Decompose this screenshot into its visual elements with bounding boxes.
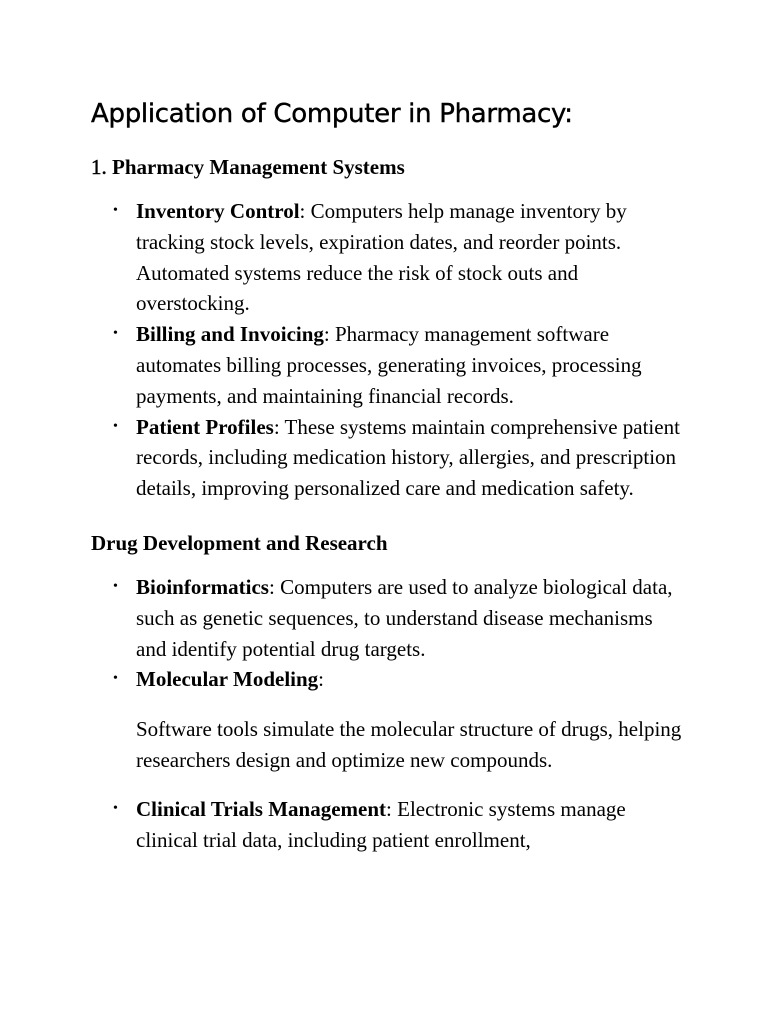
document-title: Application of Computer in Pharmacy: — [91, 99, 573, 129]
bullet-icon: • — [113, 671, 118, 687]
drug-development-list — [91, 572, 691, 695]
drug-development-list-continued — [91, 794, 691, 856]
item-term: Molecular Modeling — [136, 667, 319, 692]
item-text: : Computers are used to analyze biological data, such as genetic sequences, to understand disease mechanisms and identify potential drug targets. — [136, 574, 673, 661]
item-term: Bioinformatics — [136, 574, 269, 599]
item-text: : Electronic systems manage clinical trial data, including patient enrollment, — [136, 796, 626, 852]
section-heading-drug-development: Drug Development and Research — [91, 530, 388, 555]
document-page — [91, 96, 691, 855]
list-item — [91, 664, 686, 695]
section-heading-text: Pharmacy Management Systems — [112, 155, 405, 179]
section-number: 1. — [91, 155, 107, 179]
molecular-modeling-description: Software tools simulate the molecular structure of drugs, helping researchers design and optimize new compounds. — [136, 717, 682, 772]
bullet-icon: • — [113, 578, 118, 594]
item-term: Clinical Trials Management — [136, 796, 387, 821]
pharmacy-management-list — [91, 196, 691, 504]
section-heading-pharmacy-management — [91, 152, 691, 182]
list-item — [91, 572, 686, 664]
bullet-icon: • — [113, 203, 118, 218]
item-text: : — [318, 667, 325, 692]
item-text: : Computers help manage inventory by tracking stock levels, expiration dates, and reorder points. Automated systems reduce the risk of stock outs and overstocking. — [136, 199, 627, 316]
bullet-icon: • — [113, 326, 118, 342]
bullet-icon: • — [113, 800, 118, 816]
list-item — [91, 412, 686, 504]
list-item — [91, 196, 686, 319]
list-item — [91, 319, 686, 411]
item-text: : Pharmacy management software automates billing processes, generating invoices, processing payments, and maintaining financial records. — [136, 322, 642, 408]
list-item — [91, 794, 686, 856]
item-term: Patient Profiles — [136, 414, 274, 439]
item-term: Inventory Control — [136, 199, 300, 223]
item-term: Billing and Invoicing — [136, 322, 324, 347]
item-text: : These systems maintain comprehensive patient records, including medication history, allergies, and prescription details, improving personalized care and medication safety. — [136, 414, 680, 501]
bullet-icon: • — [113, 418, 118, 434]
